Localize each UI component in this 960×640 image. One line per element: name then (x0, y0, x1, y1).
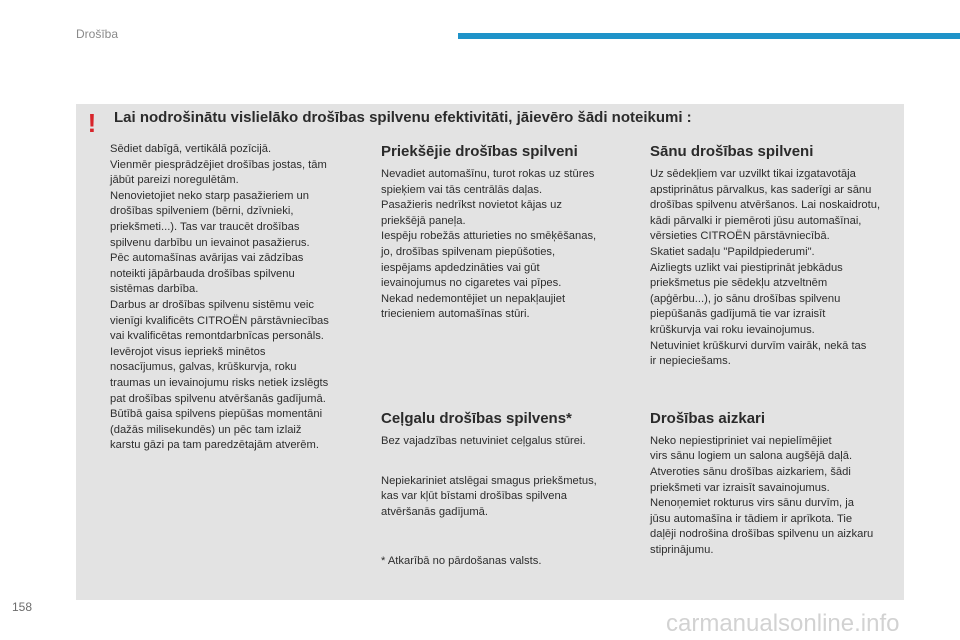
text-line: (dažās milisekundēs) un pēc tam izlaiž (110, 423, 302, 436)
watermark: carmanualsonline.info (666, 610, 900, 637)
text-line: jo, drošības spilvenam piepūšoties, (381, 245, 556, 258)
text-line: Nekad nedemontējiet un nepakļaujiet (381, 292, 566, 305)
text-line: Netuviniet krūškurvi durvīm vairāk, nekā tas (650, 339, 867, 352)
knee-airbag-keys-text (381, 474, 631, 521)
text-line: priekšmeti var izraisīt savainojumus. (650, 481, 830, 494)
text-line: Darbus ar drošības spilvenu sistēmu veic (110, 298, 314, 311)
front-airbags-heading: Priekšējie drošības spilveni (381, 143, 578, 160)
text-line: Nenovietojiet neko starp pasažieriem un (110, 189, 309, 202)
text-line: priekšmetus pie sēdekļu atzveltnēm (650, 277, 828, 290)
text-line: drošības spilveniem (bērni, dzīvnieki, (110, 205, 294, 218)
text-line: ievainojumus no cigaretes vai pīpes. (381, 277, 562, 290)
text-line: spilvenu darbību un ievainot pasažierus. (110, 236, 310, 249)
text-line: Pēc automašīnas avārijas vai zādzības (110, 252, 304, 265)
text-line: drošības spilvenu atvēršanos. Lai noskaidrotu, (650, 199, 881, 212)
text-line: Atveroties sānu drošības aizkariem, šādi (650, 465, 851, 478)
text-line: Nepiekariniet atslēgai smagus priekšmetus, (381, 474, 597, 487)
text-line: kas var kļūt bīstami drošības spilvena (381, 490, 567, 503)
text-line: Nevadiet automašīnu, turot rokas uz stūres (381, 168, 595, 180)
notice-title: Lai nodrošinātu vislielāko drošības spilvenu efektivitāti, jāievēro šādi noteikumi : (114, 109, 692, 126)
text-line: vērsieties CITROËN pārstāvniecībā. (650, 230, 830, 243)
text-line: jābūt pareizi noregulētām. (110, 174, 239, 187)
text-line: Iespēju robežās atturieties no smēķēšanas, (381, 230, 597, 243)
side-airbags-column (650, 142, 902, 558)
warning-exclamation-icon: ! (87, 108, 97, 138)
text-line: nosacījumus, galvas, krūškurvja, roku (110, 361, 297, 374)
text-line: piepūšanās gadījumā tie var izraisīt (650, 308, 826, 321)
text-line: karstu gāzi pa tam paredzētajām atverēm. (110, 439, 319, 452)
text-line: krūškurvja vai roku ievainojumus. (650, 323, 815, 336)
text-line: noteikti jāpārbauda drošības spilvenu (110, 267, 295, 280)
section-title: Drošība (76, 27, 119, 41)
text-line: triecieniem automašīnas stūri. (381, 308, 530, 321)
text-line: Aizliegts uzlikt vai piestiprināt jebkādus (650, 261, 843, 274)
text-line: Bez vajadzības netuviniet ceļgalus stūrei. (381, 434, 586, 447)
text-line: Ievērojot visus iepriekš minētos (110, 345, 266, 358)
general-rules-text (110, 142, 360, 454)
text-line: priekšmeti...). Tas var traucēt drošības (110, 220, 300, 233)
text-line: vienīgi kvalificēts CITROËN pārstāvniecības (110, 314, 329, 327)
general-rules-column (110, 142, 360, 454)
knee-airbag-heading: Ceļgalu drošības spilvens* (381, 409, 572, 427)
text-line: jūsu automašīna ir tādiem ir aprīkota. Tie (650, 512, 853, 525)
text-line: Uz sēdekļiem var uzvilkt tikai izgatavotāja (650, 168, 856, 180)
text-line: iespējams apdedzināties vai gūt (381, 261, 540, 274)
text-line: priekšējā paneļa. (381, 214, 466, 227)
text-line: atvēršanās gadījumā. (381, 505, 488, 518)
footnote-text: * Atkarībā no pārdošanas valsts. (381, 555, 542, 568)
text-line: Skatiet sadaļu "Papildpiederumi". (650, 245, 815, 258)
text-line: daļēji nodrošina drošības spilvenu un aizkaru (650, 528, 874, 541)
knee-airbag-text (381, 434, 631, 450)
side-airbags-text (650, 167, 902, 370)
front-airbags-column (381, 142, 631, 570)
text-line: apstiprinātus pārvalkus, kas saderīgi ar sānu (650, 183, 872, 196)
text-line: Sēdiet dabīgā, vertikālā pozīcijā. (110, 143, 272, 155)
text-line: (apģērbu...), jo sānu drošības spilvenu (650, 292, 841, 305)
text-line: Būtībā gaisa spilvens piepūšas momentāni (110, 408, 323, 421)
text-line: spieķiem vai tās centrālās daļas. (381, 183, 543, 196)
text-line: vai kvalificētas remontdarbnīcas personāls. (110, 330, 324, 343)
footnote (381, 554, 631, 570)
text-line: Neko nepiestipriniet vai nepielīmējiet (650, 434, 832, 447)
text-line: traumas un ievainojumu risks netiek izslēgts (110, 376, 329, 389)
text-line: virs sānu logiem un salona augšējā daļā. (650, 450, 853, 463)
text-line: sistēmas darbība. (110, 283, 199, 296)
text-line: Pasažieris nedrīkst novietot kājas uz (381, 199, 562, 212)
text-line: ir nepieciešams. (650, 355, 731, 368)
text-line: pat drošības spilvenu atvēršanās gadījumā. (110, 392, 326, 405)
text-line: stiprinājumu. (650, 543, 714, 556)
side-airbags-heading: Sānu drošības spilveni (650, 143, 814, 160)
page-number: 158 (12, 600, 33, 614)
header-accent-bar (458, 33, 960, 39)
text-line: Vienmēr piesprādzējiet drošības jostas, tām (110, 158, 327, 171)
curtain-airbags-text (650, 434, 902, 559)
text-line: kādi pārvalki ir piemēroti jūsu automašīnai, (650, 214, 862, 227)
curtain-airbags-heading: Drošības aizkari (650, 409, 766, 427)
front-airbags-text (381, 167, 631, 323)
text-line: Nenoņemiet rokturus virs sānu durvīm, ja (650, 497, 854, 510)
